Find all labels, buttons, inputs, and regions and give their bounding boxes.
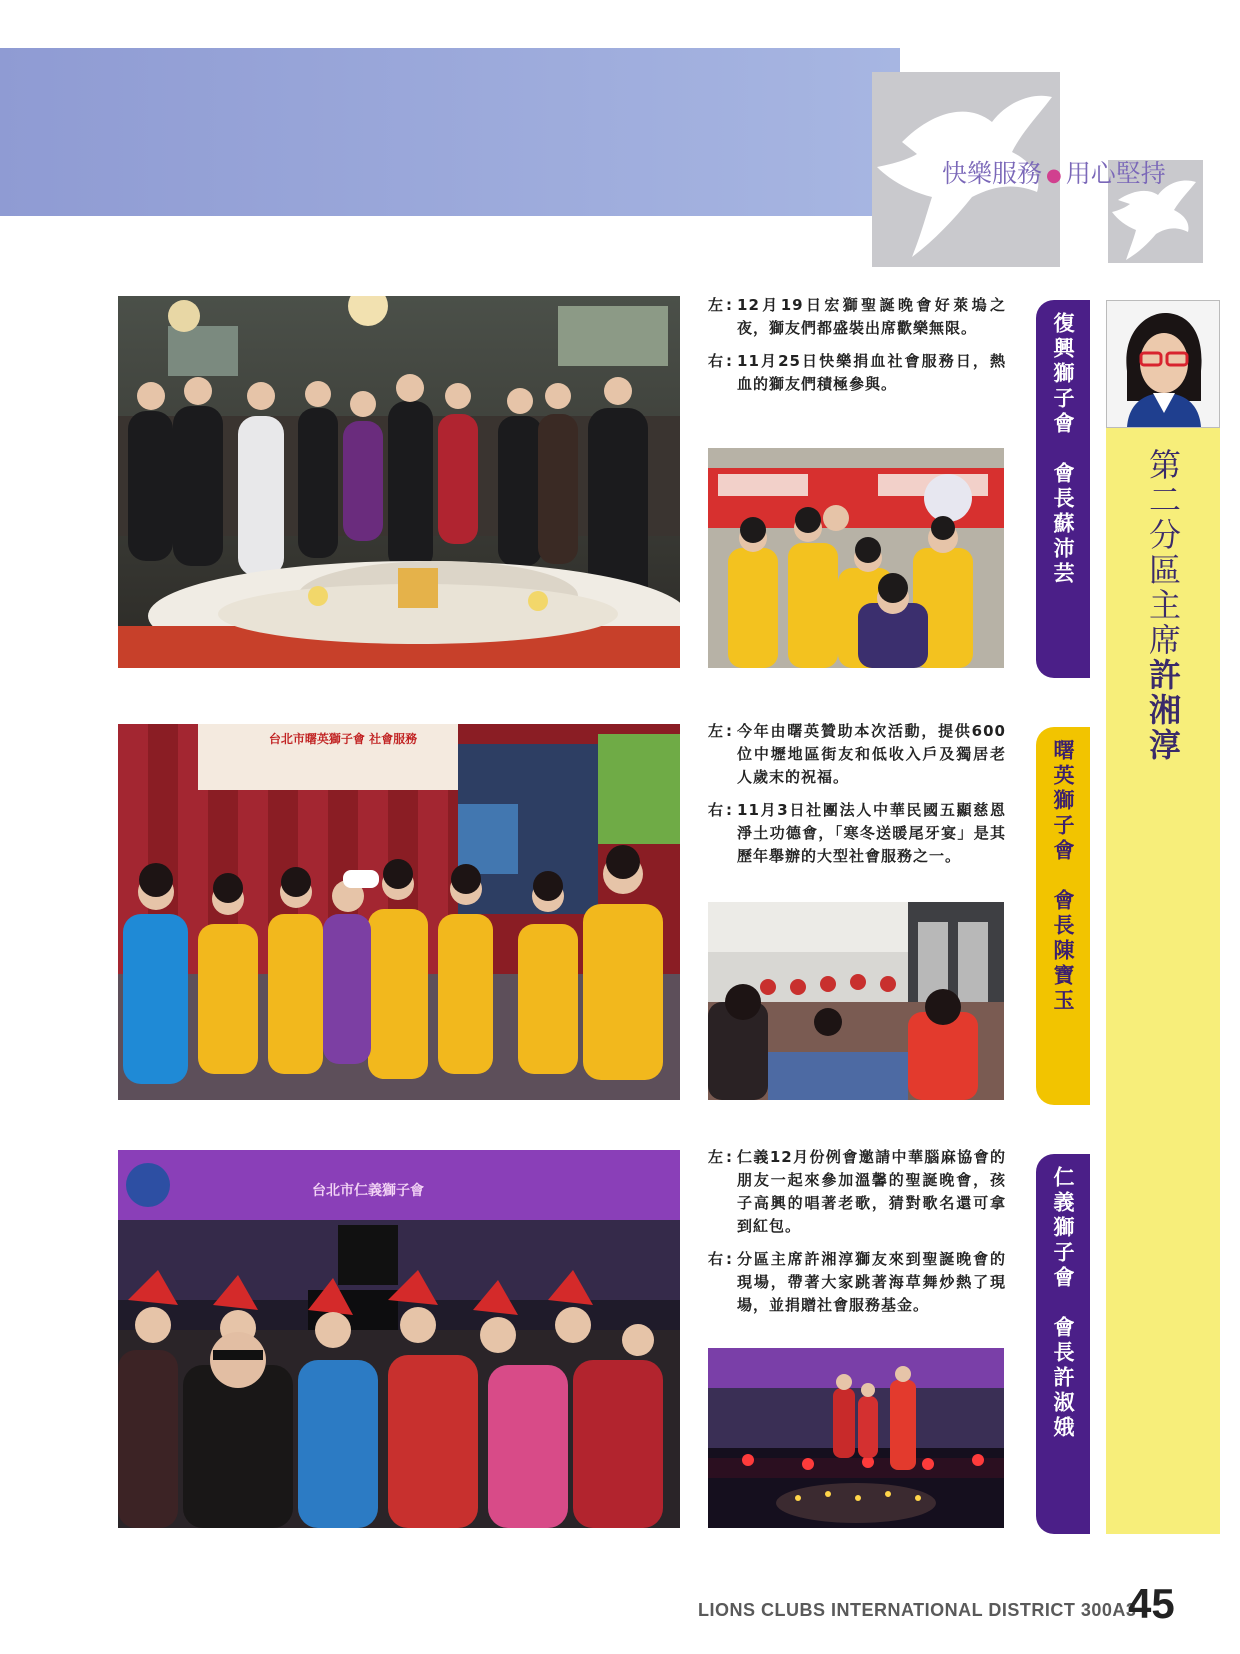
- caption-row: 左 : 今年由曙英贊助本次活動，提供600位中壢地區街友和低收入戶及獨居老人歲末的祝福。: [708, 720, 1006, 789]
- page-number: 45: [1128, 1580, 1175, 1627]
- photo-renyi-christmas: [118, 1150, 680, 1528]
- caption-text: 12月19日宏獅聖誕晚會好萊塢之夜，獅友們都盛裝出席歡樂無限。: [737, 296, 1006, 337]
- club-tab-renyi: [1036, 1154, 1090, 1534]
- slogan-right: 用心堅持: [1065, 159, 1166, 188]
- slogan-left: 快樂服務: [942, 159, 1043, 188]
- caption-key: 左: [708, 722, 725, 740]
- caption-row: 左 : 12月19日宏獅聖誕晚會好萊塢之夜，獅友們都盛裝出席歡樂無限。: [708, 294, 1006, 340]
- chair-title: [1140, 448, 1186, 763]
- caption-row: 右 : 分區主席許湘淳獅友來到聖誕晚會的現場，帶著大家跳著海草舞炒熱了現場，並捐贈社會服務基金。: [708, 1248, 1006, 1317]
- photo-renyi-stage: [708, 1348, 1004, 1528]
- club-tab-label: 仁義獅子會 會長許淑娥: [1051, 1166, 1075, 1441]
- caption-block-fuxing: [708, 294, 1006, 406]
- header-band: [0, 48, 900, 216]
- caption-row: 右 : 11月25日快樂捐血社會服務日，熱血的獅友們積極參與。: [708, 350, 1006, 396]
- caption-key: 左: [708, 1148, 725, 1166]
- renyi-banner: 台北市仁義獅子會: [312, 1183, 424, 1199]
- caption-text: 仁義12月份例會邀請中華腦麻協會的朋友一起來參加溫馨的聖誕晚會，孩子高興的唱著老歌，猜對歌名還可拿到紅包。: [737, 1148, 1006, 1235]
- caption-row: 左 : 仁義12月份例會邀請中華腦麻協會的朋友一起來參加溫馨的聖誕晚會，孩子高興的唱著老歌，猜對歌名還可拿到紅包。: [708, 1146, 1006, 1238]
- caption-text: 分區主席許湘淳獅友來到聖誕晚會的現場，帶著大家跳著海草舞炒熱了現場，並捐贈社會服務基金。: [737, 1250, 1006, 1314]
- caption-text: 11月3日社團法人中華民國五顯慈恩淨土功德會，「寒冬送暖尾牙宴」是其歷年舉辦的大型社會服務之一。: [737, 801, 1006, 865]
- caption-key: 左: [708, 296, 725, 314]
- caption-key: 右: [708, 352, 725, 370]
- caption-row: 右 : 11月3日社團法人中華民國五顯慈恩淨土功德會，「寒冬送暖尾牙宴」是其歷年舉辦的大型社會服務之一。: [708, 799, 1006, 868]
- footer-text: LIONS CLUBS INTERNATIONAL DISTRICT 300A3: [698, 1600, 1137, 1620]
- slogan: [942, 154, 1166, 190]
- club-tab-fuxing: [1036, 300, 1090, 678]
- club-tab-label: 曙英獅子會 會長陳寶玉: [1051, 739, 1075, 1014]
- caption-block-shuying: [708, 720, 1006, 878]
- caption-text: 11月25日快樂捐血社會服務日，熱血的獅友們積極參與。: [737, 352, 1006, 393]
- photo-banquet: [118, 296, 680, 668]
- club-tab-shuying: [1036, 727, 1090, 1105]
- chair-portrait: [1106, 300, 1220, 428]
- caption-text: 今年由曙英贊助本次活動，提供600位中壢地區街友和低收入戶及獨居老人歲末的祝福。: [737, 722, 1006, 786]
- caption-block-renyi: [708, 1146, 1006, 1327]
- shuying-banner: 台北市曙英獅子會 社會服務: [268, 732, 418, 746]
- slogan-dot-icon: ●: [1046, 164, 1062, 186]
- club-tab-label: 復興獅子會 會長蘇沛芸: [1051, 312, 1075, 587]
- caption-key: 右: [708, 1250, 725, 1268]
- photo-shuying-event: [708, 902, 1004, 1100]
- photo-shuying-group: [118, 724, 680, 1100]
- caption-key: 右: [708, 801, 725, 819]
- photo-blood-donation: [708, 448, 1004, 668]
- chair-title-text: 第二分區主席: [1144, 448, 1182, 658]
- chair-name: 許湘淳: [1144, 658, 1182, 763]
